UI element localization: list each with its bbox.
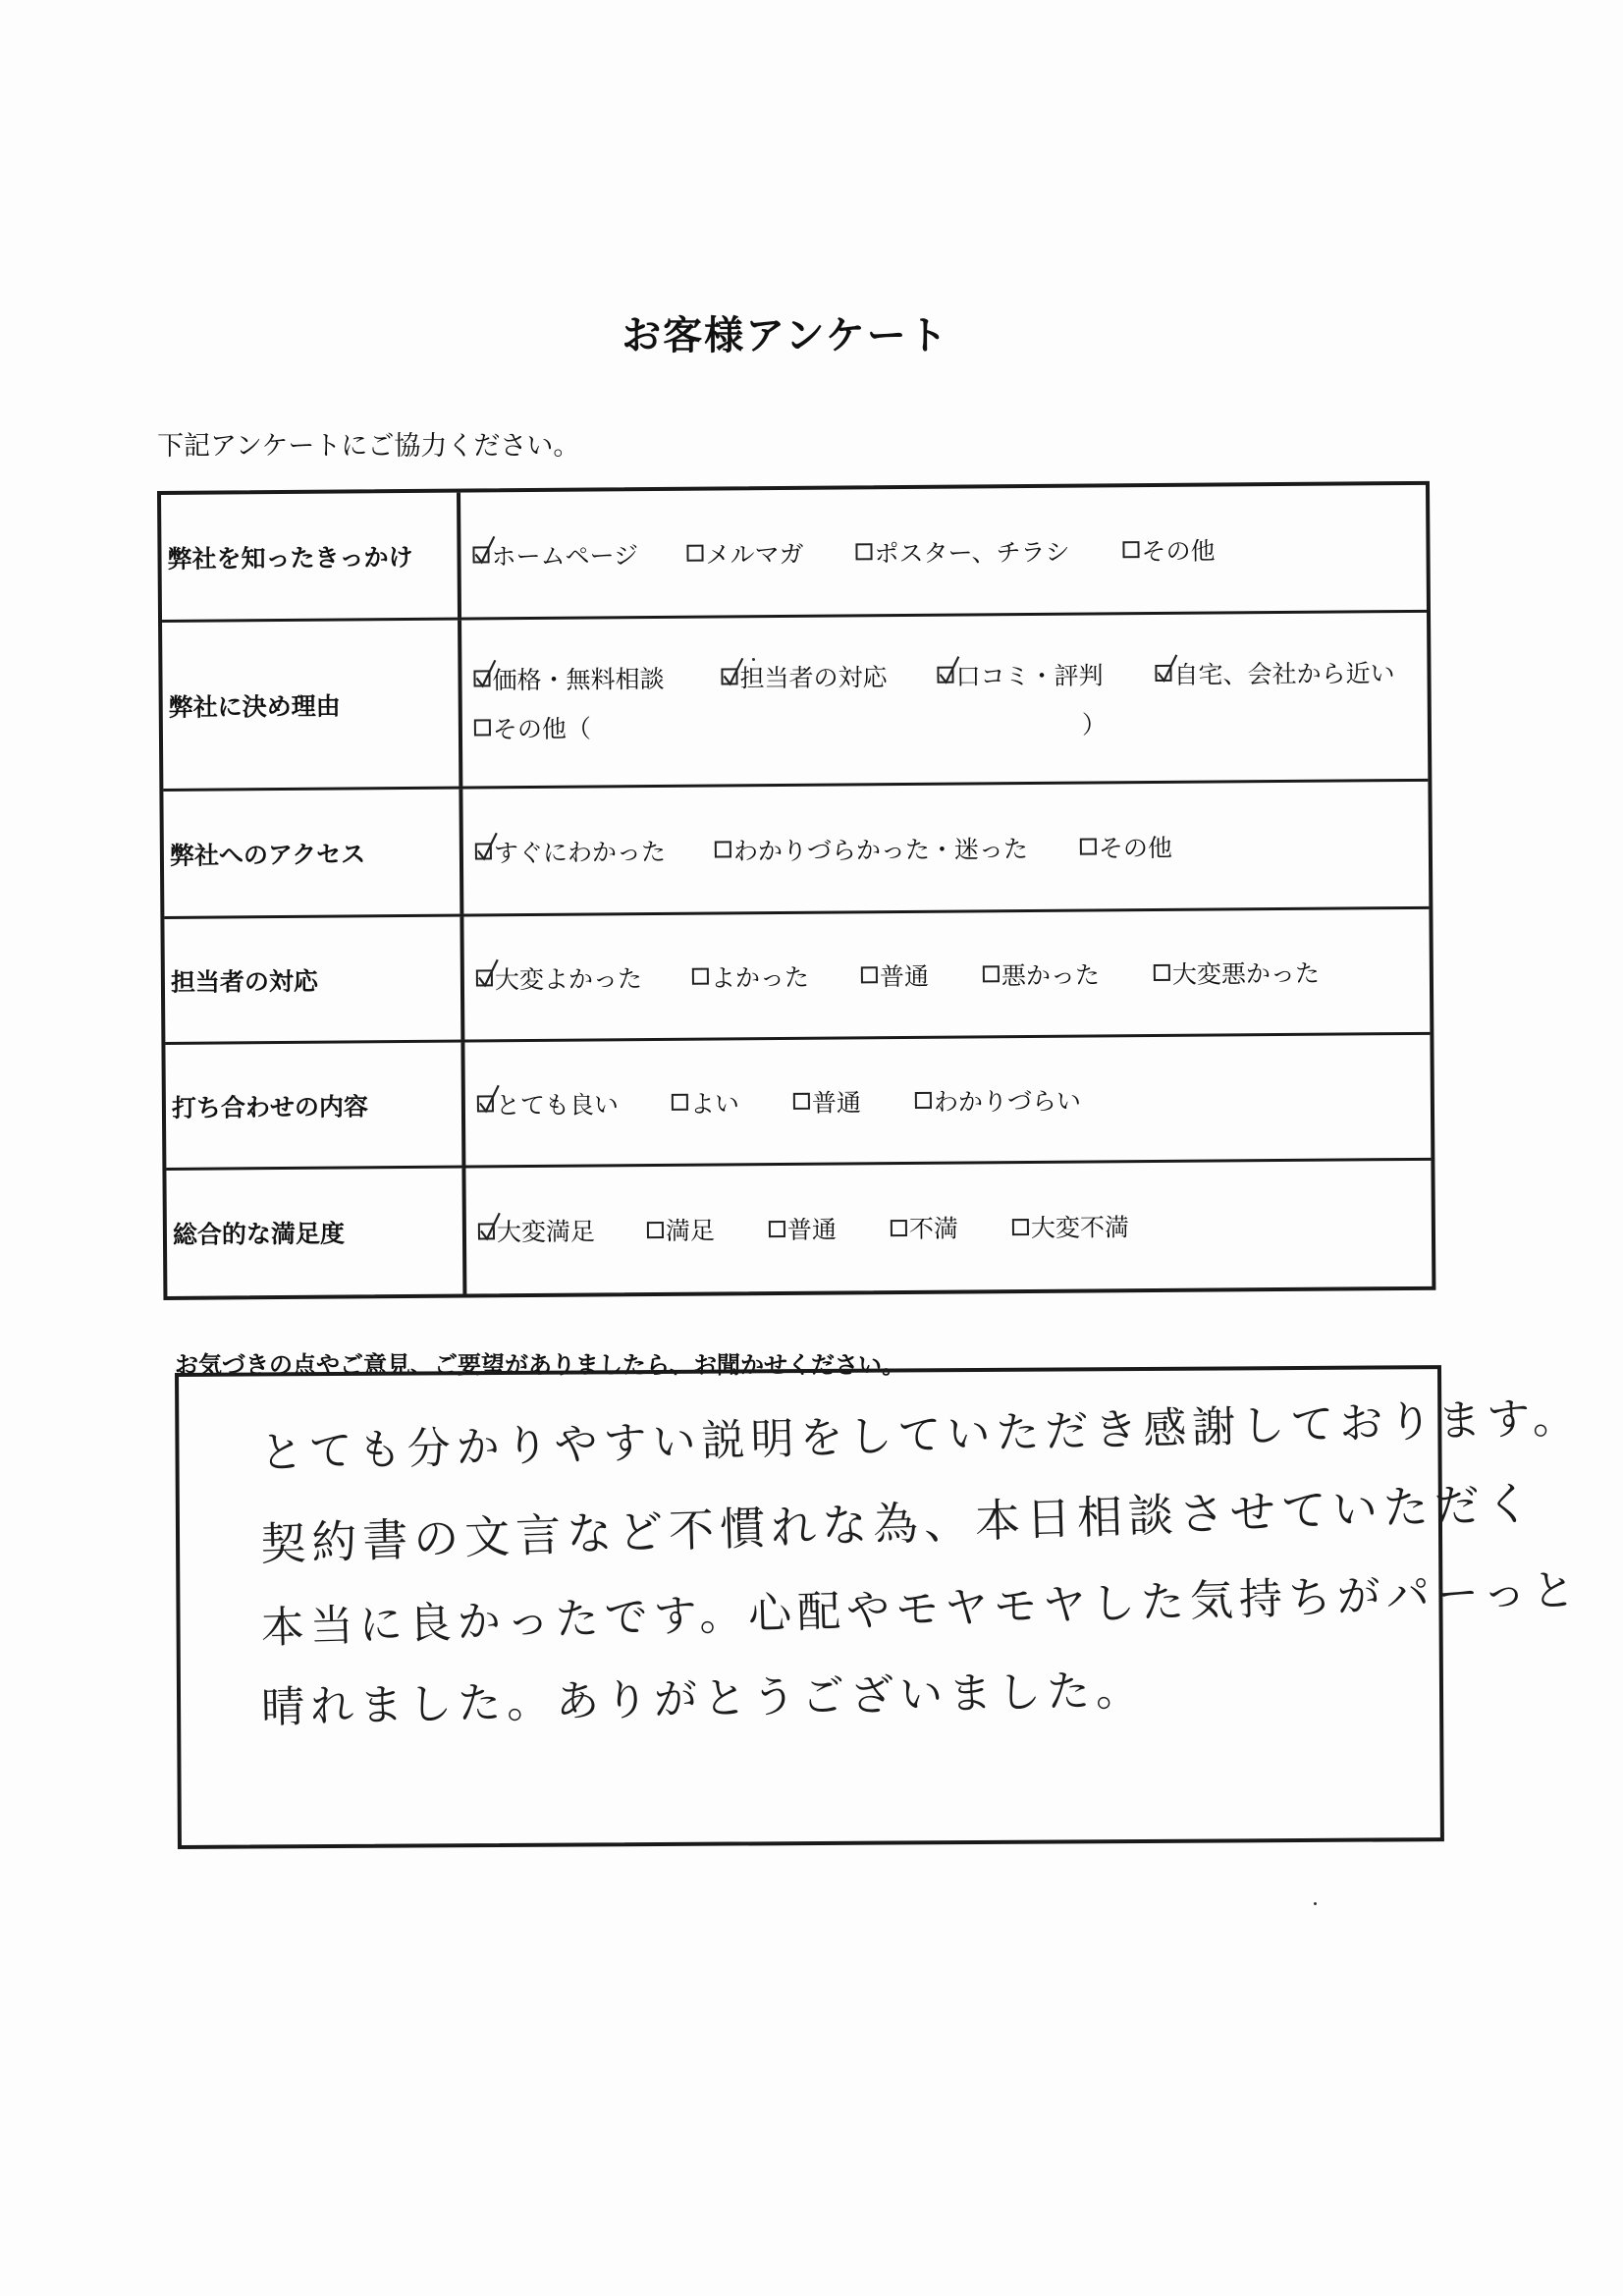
option-label: 価格・無料相談 xyxy=(492,664,665,694)
option[interactable] xyxy=(721,657,937,694)
option[interactable] xyxy=(686,534,855,571)
option[interactable] xyxy=(793,1082,915,1119)
checkmark-icon xyxy=(478,1211,504,1242)
comment-line: とても分かりやすい説明をしていただき感謝しております。 xyxy=(259,1393,1583,1479)
question-label: 弊社を知ったきっかけ xyxy=(161,493,461,620)
option-label: 大変不満 xyxy=(1030,1213,1130,1243)
option-paren-close: ） xyxy=(1081,709,1108,739)
checkbox-checked[interactable] xyxy=(721,668,737,684)
option-label: 担当者の対応 xyxy=(739,662,888,692)
option-group xyxy=(462,782,1429,914)
option-label: よい xyxy=(689,1088,740,1119)
option[interactable] xyxy=(769,1210,891,1246)
option[interactable] xyxy=(672,1083,793,1120)
checkmark-icon xyxy=(477,1083,503,1115)
option[interactable] xyxy=(474,702,1418,745)
checkmark-icon xyxy=(475,831,501,862)
checkbox[interactable] xyxy=(861,966,878,983)
checkbox-checked[interactable] xyxy=(478,1223,495,1239)
option-label: 普通 xyxy=(811,1087,862,1118)
option[interactable] xyxy=(472,535,686,573)
option-group xyxy=(465,1161,1432,1294)
option-label: 満足 xyxy=(665,1216,716,1245)
option-label: 大変悪かった xyxy=(1171,958,1321,989)
question-label: 総合的な満足度 xyxy=(166,1169,466,1296)
checkbox[interactable] xyxy=(769,1220,785,1236)
option-label: 普通 xyxy=(879,961,930,991)
option[interactable] xyxy=(1155,654,1394,691)
option-label: その他 xyxy=(1141,536,1216,566)
option[interactable] xyxy=(861,957,983,993)
question-row xyxy=(162,613,1428,792)
option-label: ホームページ xyxy=(491,540,639,571)
checkbox-checked[interactable] xyxy=(476,969,493,986)
checkbox[interactable] xyxy=(692,968,709,985)
survey-table xyxy=(157,481,1435,1300)
option[interactable] xyxy=(647,1211,769,1247)
option[interactable] xyxy=(891,1209,1012,1245)
checkbox-checked[interactable] xyxy=(472,546,489,563)
scan-speck xyxy=(1314,1902,1317,1905)
option-label: すぐにわかった xyxy=(493,837,667,867)
intro-text: 下記アンケートにご協力ください。 xyxy=(157,431,580,462)
question-row xyxy=(164,909,1430,1045)
option[interactable] xyxy=(478,1212,647,1248)
checkbox-checked[interactable] xyxy=(937,667,953,683)
checkbox[interactable] xyxy=(891,1220,907,1236)
option[interactable] xyxy=(983,956,1154,992)
option-label: 自宅、会社から近い xyxy=(1173,658,1395,689)
option-label: わかりづらかった・迷った xyxy=(732,834,1029,865)
page-title: お客様アンケート xyxy=(622,313,949,358)
checkbox[interactable] xyxy=(672,1094,688,1111)
option-label: その他 xyxy=(1098,833,1173,862)
checkbox-checked[interactable] xyxy=(473,670,490,686)
option-label: 口コミ・評判 xyxy=(955,660,1104,691)
checkbox[interactable] xyxy=(1154,964,1170,981)
checkbox[interactable] xyxy=(915,1092,932,1109)
option[interactable] xyxy=(1122,531,1215,568)
question-row xyxy=(166,1161,1432,1296)
option[interactable] xyxy=(1154,954,1320,990)
option-label: 大変満足 xyxy=(496,1217,596,1247)
checkbox[interactable] xyxy=(855,543,872,560)
checkbox[interactable] xyxy=(647,1221,664,1237)
checkbox[interactable] xyxy=(715,841,731,857)
option[interactable] xyxy=(473,659,721,696)
checkmark-icon xyxy=(1155,653,1180,684)
option-group xyxy=(460,485,1427,618)
checkbox[interactable] xyxy=(1122,541,1139,558)
option[interactable] xyxy=(476,958,692,996)
option-label: とても良い xyxy=(495,1089,620,1120)
option[interactable] xyxy=(475,832,715,869)
question-label: 担当者の対応 xyxy=(164,917,464,1042)
option[interactable] xyxy=(855,532,1122,570)
option-label: よかった xyxy=(710,962,810,993)
checkbox[interactable] xyxy=(1012,1219,1029,1235)
comment-box[interactable] xyxy=(175,1365,1583,1849)
checkbox-checked[interactable] xyxy=(477,1095,494,1112)
checkmark-icon xyxy=(473,658,499,689)
option-group xyxy=(461,613,1428,787)
option-label: 大変よかった xyxy=(494,963,643,994)
option-label: 普通 xyxy=(786,1215,838,1244)
option-label: その他（ xyxy=(492,714,592,743)
option-group xyxy=(464,1035,1431,1166)
checkbox[interactable] xyxy=(793,1093,810,1110)
question-label: 弊社に決め理由 xyxy=(162,621,462,789)
comment-line: 契約書の文言など不慣れな為、本日相談させていただく xyxy=(259,1476,1538,1571)
checkmark-icon xyxy=(472,534,498,566)
option[interactable] xyxy=(477,1084,672,1121)
question-label: 打ち合わせの内容 xyxy=(165,1043,465,1168)
question-row xyxy=(161,485,1427,623)
option[interactable] xyxy=(715,829,1080,867)
checkbox[interactable] xyxy=(474,719,491,736)
option-label: 悪かった xyxy=(1001,959,1101,990)
option-group xyxy=(463,909,1430,1040)
comment-line: 本当に良かったです。心配やモヤモヤした気持ちがパーっと xyxy=(260,1565,1582,1654)
checkbox-checked[interactable] xyxy=(1155,665,1171,682)
checkbox[interactable] xyxy=(983,965,1000,982)
checkmark-icon xyxy=(476,957,502,989)
option[interactable] xyxy=(915,1081,1081,1118)
comment-line: 晴れました。ありがとうございました。 xyxy=(260,1665,1146,1733)
option-label: 不満 xyxy=(908,1214,959,1244)
question-label: 弊社へのアクセス xyxy=(163,790,463,916)
option[interactable] xyxy=(692,957,861,994)
question-row xyxy=(165,1035,1431,1171)
checkmark-icon xyxy=(937,655,962,686)
option-label: メルマガ xyxy=(705,539,804,570)
option[interactable] xyxy=(1080,828,1172,864)
checkbox[interactable] xyxy=(686,545,703,562)
checkmark-icon xyxy=(721,656,746,687)
checkbox-checked[interactable] xyxy=(475,843,492,859)
option[interactable] xyxy=(937,656,1155,693)
scan-speck xyxy=(752,658,755,661)
comment-prompt: お気づきの点やご意見、ご要望がありましたら、お聞かせください。 xyxy=(175,1351,905,1379)
question-row xyxy=(163,782,1429,919)
option-label: わかりづらい xyxy=(933,1086,1082,1117)
checkbox[interactable] xyxy=(1080,838,1097,854)
option-label: ポスター、チラシ xyxy=(874,537,1070,568)
option[interactable] xyxy=(1012,1208,1129,1244)
